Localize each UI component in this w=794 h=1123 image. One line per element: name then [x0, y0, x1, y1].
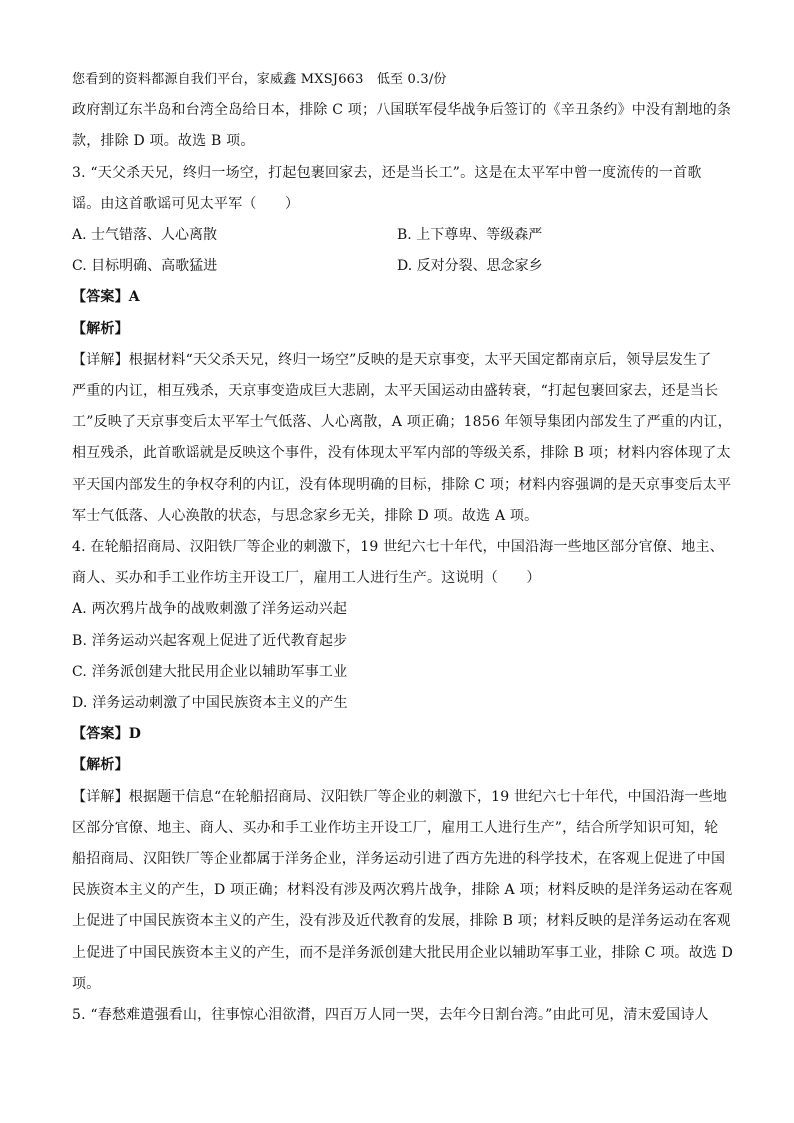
q4-stem-line: 商人、买办和手工业作坊主开设工厂，雇用工人进行生产。这说明（ ）	[72, 570, 541, 587]
q3-detail-line: 【详解】根据材料“天父杀天兄，终归一场空”反映的是天京事变，太平天国定都南京后，领导层发生了	[72, 351, 712, 368]
q4-detail-line: 民族资本主义的产生，D 项正确；材料没有涉及两次鸦片战争，排除 A 项；材料反映的是洋务运动在客观	[72, 882, 733, 899]
q4-option-a: A. 两次鸦片战争的战败刺激了洋务运动兴起	[72, 601, 348, 618]
q3-detail-line: 工”反映了天京事变后太平军士气低落、人心离散，A 项正确；1856 年领导集团内部发生了严重的内讧，	[72, 414, 732, 431]
q4-answer: 【答案】D	[72, 726, 142, 743]
q3-options-row	[72, 251, 722, 282]
q5-stem-line: 5. “春愁难遣强看山，往事惊心泪欲潸，四百万人同一哭，去年今日割台湾。”由此可见，清末爱国诗人	[72, 1007, 709, 1024]
q3-option-b: B. 上下尊卑、等级森严	[397, 227, 543, 244]
q4-detail-line: 区部分官僚、地主、商人、买办和手工业作坊主开设工厂，雇用工人进行生产”，结合所学知识可知，轮	[72, 819, 719, 836]
q3-option-d: D. 反对分裂、思念家乡	[397, 258, 543, 275]
watermark-header: 您看到的资料都源自我们平台，家威鑫 MXSJ663 低至 0.3/份	[72, 72, 447, 87]
document-page	[72, 64, 734, 1031]
q3-answer: 【答案】A	[72, 289, 140, 306]
q4-detail-line: 项。	[72, 975, 101, 992]
q3-detail-line: 相互残杀，此首歌谣就是反映这个事件，没有体现太平军内部的等级关系，排除 B 项；材料内容体现了太	[72, 445, 731, 462]
q4-detail-line: 上促进了中国民族资本主义的产生，而不是洋务派创建大批民用企业以辅助军事工业，排除 C 项。故选 D	[72, 944, 734, 961]
q3-analysis-label: 【解析】	[72, 320, 129, 337]
q4-option-c: C. 洋务派创建大批民用企业以辅助军事工业	[72, 663, 348, 680]
q4-option-d: D. 洋务运动刺激了中国民族资本主义的产生	[72, 695, 348, 712]
q4-stem-line: 4. 在轮船招商局、汉阳铁厂等企业的刺激下，19 世纪六七十年代，中国沿海一些地区部分官僚、地主、	[72, 539, 724, 556]
q4-detail-line: 上促进了中国民族资本主义的产生，没有涉及近代教育的发展，排除 B 项；材料反映的是洋务运动在客观	[72, 913, 731, 930]
q3-option-a: A. 士气错落、人心离散	[72, 227, 218, 244]
intro-line: 款，排除 D 项。故选 B 项。	[72, 133, 255, 150]
q4-analysis-label: 【解析】	[72, 757, 129, 774]
q3-detail-line: 严重的内讧，相互残杀，天京事变造成巨大悲剧，太平天国运动由盛转衰，“打起包裹回家去，还是当长	[72, 383, 719, 400]
q3-option-c: C. 目标明确、高歌猛进	[72, 258, 218, 275]
q3-stem-line: 3. “天父杀天兄，终归一场空，打起包裹回家去，还是当长工”。这是在太平军中曾一度流传的一首歌	[72, 164, 702, 181]
q3-detail-line: 军士气低落、人心涣散的状态，与思念家乡无关，排除 D 项。故选 A 项。	[72, 507, 539, 524]
q4-option-b: B. 洋务运动兴起客观上促进了近代教育起步	[72, 632, 348, 649]
q4-detail-line: 船招商局、汉阳铁厂等企业都属于洋务企业，洋务运动引进了西方先进的科学技术，在客观上促进了中国	[72, 851, 726, 868]
q3-detail-line: 平天国内部发生的争权夺利的内讧，没有体现明确的目标，排除 C 项；材料内容强调的是天京事变后太平	[72, 476, 732, 493]
q3-options-row	[72, 220, 722, 251]
intro-line: 政府割辽东半岛和台湾全岛给日本，排除 C 项；八国联军侵华战争后签订的《辛丑条约》中没有割地的条	[72, 102, 732, 119]
q3-stem-line: 谣。由这首歌谣可见太平军（ ）	[72, 195, 300, 212]
q4-detail-line: 【详解】根据题干信息“在轮船招商局、汉阳铁厂等企业的刺激下，19 世纪六七十年代，中国沿海一些地	[72, 788, 728, 805]
